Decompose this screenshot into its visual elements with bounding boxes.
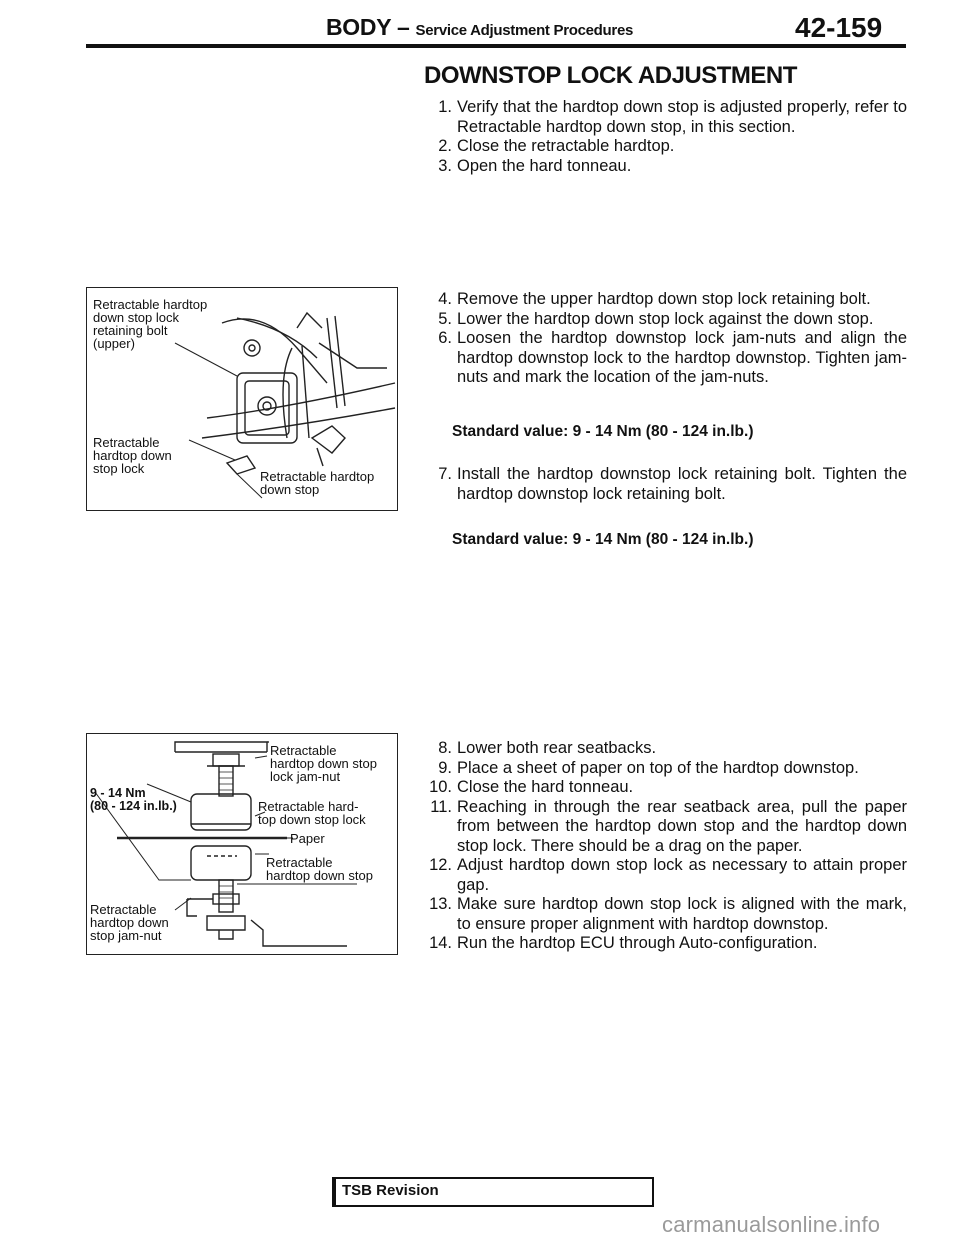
callout-retaining-bolt: Retractable hardtop down stop lock retaining bolt (upper)	[93, 297, 208, 351]
steps-group-2	[420, 290, 907, 388]
step-item	[420, 290, 907, 310]
step-number: 9.	[438, 758, 452, 777]
step-number: 14.	[429, 934, 452, 952]
steps-group-4	[420, 739, 907, 954]
step-text: Reaching in through the rear seatback area, pull the paper from between the hardtop down stop and the hardtop down stop lock. There should be a drag on the paper.	[457, 797, 907, 855]
step-number: 8.	[438, 739, 452, 757]
step-text: Remove the upper hardtop down stop lock retaining bolt.	[457, 290, 871, 308]
step-item	[420, 157, 907, 177]
header-rule	[86, 44, 906, 48]
callout-down-stop: Retractable hardtop down stop	[266, 855, 373, 883]
step-number: 2.	[438, 137, 452, 155]
step-number: 3.	[438, 156, 452, 175]
steps-group-1	[420, 98, 907, 176]
step-text: Make sure hardtop down stop lock is aligned with the mark, to ensure proper alignment with hardtop downstop.	[457, 895, 907, 933]
step-number: 4.	[438, 290, 452, 308]
step-text: Place a sheet of paper on top of the hardtop downstop.	[457, 758, 859, 777]
figure-downstop-lock-location	[86, 287, 398, 511]
step-number: 10.	[429, 778, 452, 796]
step-text: Run the hardtop ECU through Auto-configuration.	[457, 934, 818, 952]
header-title	[326, 14, 633, 41]
step-number: 11.	[430, 797, 452, 816]
step-item	[420, 137, 907, 157]
figure-downstop-jam-nut-detail	[86, 733, 398, 955]
step-number: 1.	[438, 98, 452, 116]
step-number: 5.	[438, 309, 452, 328]
header-subtitle: Service Adjustment Procedures	[415, 22, 634, 39]
callout-paper: Paper	[290, 831, 325, 846]
callout-stop-jam-nut: Retractable hardtop down stop jam-nut	[90, 902, 169, 943]
step-item	[420, 98, 907, 137]
page-number: 42-159	[795, 12, 883, 43]
step-text: Loosen the hardtop downstop lock jam-nuts and align the hardtop downstop lock to the hardtop downstop. Tighten jam-nuts and mark the location of the jam-nuts.	[457, 329, 907, 386]
step-number: 13.	[429, 895, 452, 913]
step-text: Lower both rear seatbacks.	[457, 739, 657, 757]
callout-lock: Retractable hard- top down stop lock	[258, 799, 366, 827]
callout-lock-jam-nut: Retractable hardtop down stop lock jam-nut	[270, 743, 377, 784]
step-item	[420, 798, 907, 857]
step-number: 6.	[438, 329, 452, 347]
step-item	[420, 739, 907, 759]
step-item	[420, 895, 907, 934]
section-title: DOWNSTOP LOCK ADJUSTMENT	[424, 62, 797, 89]
step-item	[420, 778, 907, 798]
step-item	[420, 934, 907, 954]
standard-value-2: Standard value: 9 - 14 Nm (80 - 124 in.lb.)	[452, 531, 754, 548]
callout-torque: 9 - 14 Nm (80 - 124 in.lb.)	[90, 786, 177, 813]
standard-value-1: Standard value: 9 - 14 Nm (80 - 124 in.lb.)	[452, 423, 754, 440]
step-text: Adjust hardtop down stop lock as necessary to attain proper gap.	[457, 856, 907, 894]
step-text: Install the hardtop downstop lock retaining bolt. Tighten the hardtop downstop lock retaining bolt.	[457, 465, 907, 503]
step-text: Open the hard tonneau.	[457, 156, 632, 175]
step-text: Verify that the hardtop down stop is adjusted properly, refer to Retractable hardtop down stop, in this section.	[457, 98, 907, 136]
tsb-revision-box	[332, 1177, 654, 1207]
steps-group-3	[420, 465, 907, 504]
step-text: Close the hard tonneau.	[457, 778, 634, 796]
watermark: carmanualsonline.info	[662, 1212, 881, 1237]
step-item	[420, 465, 907, 504]
step-item	[420, 856, 907, 895]
step-item	[420, 329, 907, 388]
step-item	[420, 310, 907, 330]
callout-down-stop: Retractable hardtop down stop	[260, 469, 375, 497]
callout-down-stop-lock: Retractable hardtop down stop lock	[93, 435, 172, 476]
step-number: 7.	[438, 465, 452, 483]
header-title-main: BODY	[326, 14, 391, 40]
header-separator: –	[396, 14, 410, 40]
step-text: Lower the hardtop down stop lock against the down stop.	[457, 309, 874, 328]
step-item	[420, 759, 907, 779]
step-number: 12.	[429, 856, 452, 874]
step-text: Close the retractable hardtop.	[457, 137, 675, 155]
tsb-revision-label: TSB Revision	[342, 1182, 439, 1199]
